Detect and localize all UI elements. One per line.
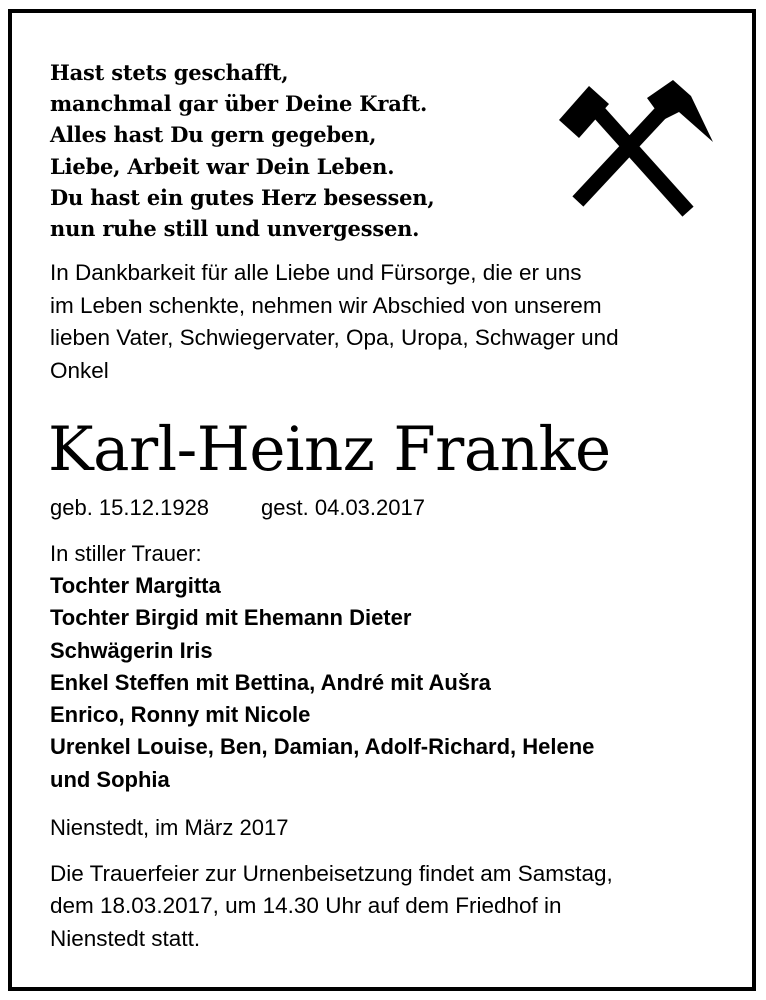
mourner-line: Tochter Birgid mit Ehemann Dieter: [50, 605, 412, 631]
intro-line: In Dankbarkeit für alle Liebe und Fürsorge, die er uns: [50, 260, 582, 285]
place-date: Nienstedt, im März 2017: [50, 815, 289, 840]
poem-line: manchmal gar über Deine Kraft.: [50, 91, 428, 117]
mourners-label: In stiller Trauer:: [50, 541, 202, 566]
poem-line: Hast stets geschafft,: [50, 60, 289, 85]
intro-line: Onkel: [50, 357, 109, 383]
mourner-line: Enrico, Ronny mit Nicole: [50, 702, 311, 728]
ceremony-line: dem 18.03.2017, um 14.30 Uhr auf dem Friedhof in: [50, 893, 562, 919]
intro-line: im Leben schenkte, nehmen wir Abschied von unserem: [50, 292, 602, 318]
life-dates: [50, 492, 425, 524]
mourner-line: Schwägerin Iris: [50, 637, 213, 663]
mourner-line: Urenkel Louise, Ben, Damian, Adolf-Richard, Helene: [50, 734, 595, 760]
ceremony-line: Nienstedt statt.: [50, 925, 201, 951]
ceremony-notice: [50, 858, 730, 955]
poem-line: Alles hast Du gern gegeben,: [50, 122, 377, 148]
poem-line: Liebe, Arbeit war Dein Leben.: [50, 153, 395, 179]
birth-date: geb. 15.12.1928: [50, 495, 210, 520]
poem-line: Du hast ein gutes Herz besessen,: [50, 184, 435, 210]
hammer-and-pick-icon: [555, 78, 725, 218]
mourner-line: Enkel Steffen mit Bettina, André mit Aušra: [50, 669, 491, 695]
deceased-name: Karl-Heinz Franke: [48, 414, 611, 485]
mourners-list: [50, 570, 740, 796]
poem: [50, 57, 520, 244]
death-date: gest. 04.03.2017: [261, 495, 425, 520]
mourner-line: und Sophia: [50, 766, 170, 792]
mourner-line: Tochter Margitta: [50, 573, 221, 598]
ceremony-line: Die Trauerfeier zur Urnenbeisetzung findet am Samstag,: [50, 861, 613, 886]
intro-line: lieben Vater, Schwiegervater, Opa, Uropa, Schwager und: [50, 325, 619, 350]
poem-line: nun ruhe still und unvergessen.: [50, 216, 420, 242]
intro-text: [50, 257, 730, 387]
